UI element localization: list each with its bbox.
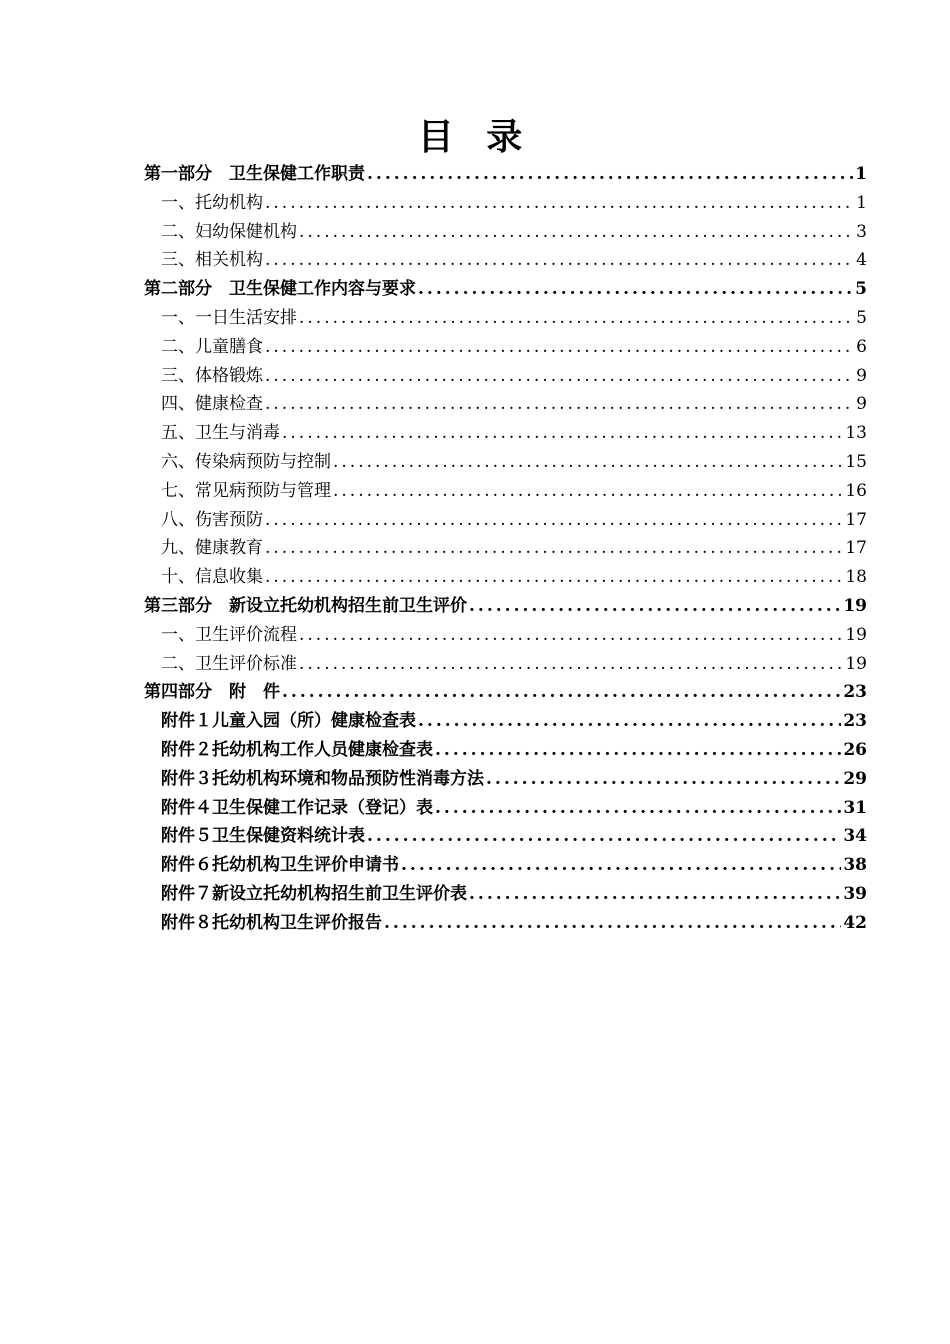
toc-entry-label: 第三部分 新设立托幼机构招生前卫生评价 bbox=[144, 595, 467, 616]
toc-entry-label: 附件７新设立托幼机构招生前卫生评价表 bbox=[161, 883, 467, 904]
dot-leader bbox=[384, 909, 841, 938]
dot-leader bbox=[265, 189, 854, 218]
toc-entry-page-number: 17 bbox=[845, 509, 867, 530]
toc-entry-page-number: 1 bbox=[855, 164, 867, 184]
toc-entry-label: 一、卫生评价流程 bbox=[161, 624, 297, 645]
dot-leader bbox=[486, 765, 841, 794]
toc-entry-page-number: 23 bbox=[843, 711, 867, 732]
toc-title: 目 录 bbox=[417, 116, 533, 158]
toc-entry-page-number: 42 bbox=[843, 912, 867, 933]
dot-leader bbox=[282, 678, 841, 707]
toc-entry[interactable] bbox=[144, 851, 867, 880]
toc-entry-label: 一、托幼机构 bbox=[161, 192, 263, 213]
toc-entry[interactable] bbox=[144, 390, 867, 419]
dot-leader bbox=[401, 851, 841, 880]
toc-entry[interactable] bbox=[144, 275, 867, 304]
toc-entry[interactable] bbox=[144, 592, 867, 621]
dot-leader bbox=[265, 534, 843, 563]
toc-entry-page-number: 5 bbox=[855, 279, 867, 300]
dot-leader bbox=[435, 794, 841, 823]
toc-entry-page-number: 1 bbox=[856, 192, 867, 213]
toc-entry-label: 附件２托幼机构工作人员健康检查表 bbox=[161, 739, 433, 760]
dot-leader bbox=[367, 822, 841, 851]
toc-entry[interactable] bbox=[144, 678, 867, 707]
dot-leader bbox=[418, 707, 841, 736]
toc-entry[interactable] bbox=[144, 621, 867, 650]
dot-leader bbox=[299, 218, 854, 247]
dot-leader bbox=[333, 477, 843, 506]
toc-entry[interactable] bbox=[144, 448, 867, 477]
toc-entry[interactable] bbox=[144, 650, 867, 679]
toc-entry[interactable] bbox=[144, 822, 867, 851]
toc-entry-label: 八、伤害预防 bbox=[161, 509, 263, 530]
toc-entry-page-number: 15 bbox=[845, 451, 867, 472]
toc-entry-label: 九、健康教育 bbox=[161, 538, 263, 559]
toc-entry-page-number: 38 bbox=[843, 855, 867, 876]
toc-entry-page-number: 13 bbox=[845, 423, 867, 444]
toc-entry[interactable] bbox=[144, 909, 867, 938]
toc-entry-page-number: 4 bbox=[856, 250, 867, 271]
dot-leader bbox=[265, 563, 843, 592]
toc-entry-page-number: 3 bbox=[856, 221, 867, 242]
toc-entry-page-number: 23 bbox=[843, 682, 867, 703]
toc-entry-label: 四、健康检查 bbox=[161, 394, 263, 415]
toc-entry-label: 一、一日生活安排 bbox=[161, 307, 297, 328]
toc-entry[interactable] bbox=[144, 506, 867, 535]
dot-leader bbox=[418, 275, 853, 304]
toc-entry-label: 三、体格锻炼 bbox=[161, 365, 263, 386]
toc-entry[interactable] bbox=[144, 246, 867, 275]
toc-entry[interactable] bbox=[144, 304, 867, 333]
dot-leader bbox=[435, 736, 841, 765]
toc-entry[interactable] bbox=[144, 189, 867, 218]
toc-entry-page-number: 5 bbox=[856, 307, 867, 328]
toc-entry-page-number: 6 bbox=[856, 336, 867, 357]
toc-entry-label: 附件８托幼机构卫生评价报告 bbox=[161, 912, 382, 933]
toc-entry[interactable] bbox=[144, 333, 867, 362]
dot-leader bbox=[282, 419, 843, 448]
toc-entry[interactable] bbox=[144, 794, 867, 823]
toc-entry-page-number: 34 bbox=[843, 826, 867, 847]
dot-leader bbox=[299, 621, 843, 650]
toc-entry-page-number: 9 bbox=[856, 394, 867, 415]
toc-entry[interactable] bbox=[144, 880, 867, 909]
toc-entry-label: 附件４卫生保健工作记录（登记）表 bbox=[161, 797, 433, 818]
toc-entry-page-number: 19 bbox=[845, 624, 867, 645]
toc-entry-page-number: 39 bbox=[843, 883, 867, 904]
toc-entry-page-number: 29 bbox=[843, 768, 867, 789]
toc-entry-label: 附件３托幼机构环境和物品预防性消毒方法 bbox=[161, 768, 484, 789]
toc-entry[interactable] bbox=[144, 765, 867, 794]
toc-entry[interactable] bbox=[144, 563, 867, 592]
dot-leader bbox=[265, 333, 854, 362]
toc-entry[interactable] bbox=[144, 218, 867, 247]
dot-leader bbox=[469, 592, 841, 621]
toc-entry-label: 七、常见病预防与管理 bbox=[161, 480, 331, 501]
toc-entry-label: 十、信息收集 bbox=[161, 567, 263, 588]
dot-leader bbox=[265, 246, 854, 275]
toc-entry-page-number: 9 bbox=[856, 365, 867, 386]
toc-entry-page-number: 19 bbox=[843, 595, 867, 616]
toc-entry-label: 附件１儿童入园（所）健康检查表 bbox=[161, 711, 416, 732]
toc-entry[interactable] bbox=[144, 707, 867, 736]
toc-entry-label: 三、相关机构 bbox=[161, 250, 263, 271]
toc-entry[interactable] bbox=[144, 534, 867, 563]
table-of-contents bbox=[144, 160, 867, 938]
toc-entry-page-number: 16 bbox=[845, 480, 867, 501]
toc-entry-page-number: 17 bbox=[845, 538, 867, 559]
dot-leader bbox=[299, 304, 854, 333]
toc-entry-page-number: 26 bbox=[843, 739, 867, 760]
toc-entry-page-number: 19 bbox=[845, 653, 867, 674]
dot-leader bbox=[265, 506, 843, 535]
toc-entry[interactable] bbox=[144, 477, 867, 506]
toc-entry-label: 附件５卫生保健资料统计表 bbox=[161, 826, 365, 847]
toc-entry[interactable] bbox=[144, 736, 867, 765]
toc-entry-label: 五、卫生与消毒 bbox=[161, 423, 280, 444]
toc-entry-label: 第四部分 附 件 bbox=[144, 682, 280, 703]
toc-entry-label: 二、儿童膳食 bbox=[161, 336, 263, 357]
dot-leader bbox=[299, 650, 843, 679]
toc-entry-label: 第一部分 卫生保健工作职责 bbox=[144, 164, 365, 184]
toc-entry-label: 六、传染病预防与控制 bbox=[161, 451, 331, 472]
dot-leader bbox=[469, 880, 841, 909]
toc-entry[interactable] bbox=[144, 419, 867, 448]
toc-entry[interactable] bbox=[144, 362, 867, 391]
dot-leader bbox=[265, 362, 854, 391]
dot-leader bbox=[367, 160, 853, 189]
toc-entry-label: 附件６托幼机构卫生评价申请书 bbox=[161, 855, 399, 876]
toc-entry-label: 二、妇幼保健机构 bbox=[161, 221, 297, 242]
toc-entry[interactable] bbox=[144, 160, 867, 189]
toc-entry-page-number: 18 bbox=[845, 567, 867, 588]
toc-entry-page-number: 31 bbox=[843, 797, 867, 818]
toc-entry-label: 二、卫生评价标准 bbox=[161, 653, 297, 674]
dot-leader bbox=[333, 448, 843, 477]
toc-entry-label: 第二部分 卫生保健工作内容与要求 bbox=[144, 279, 416, 300]
dot-leader bbox=[265, 390, 854, 419]
